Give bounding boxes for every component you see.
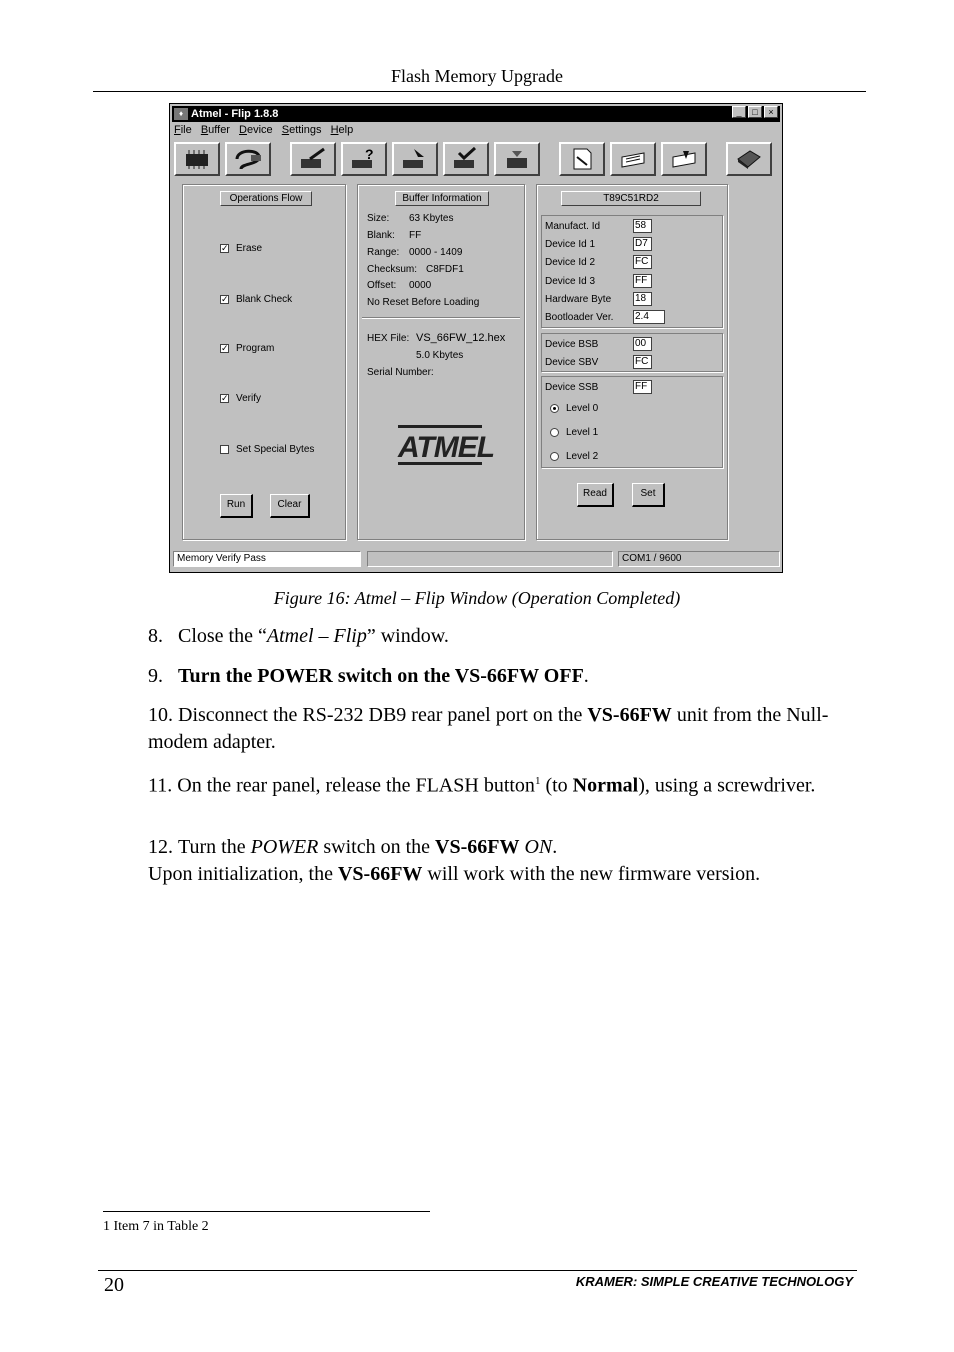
operations-title: Operations Flow	[220, 191, 312, 206]
device-bsb-label: Device BSB	[545, 339, 599, 350]
manufact-id-label: Manufact. Id	[545, 221, 601, 232]
device-title: T89C51RD2	[561, 191, 701, 206]
bootloader-ver-field[interactable]: 2.4	[633, 310, 665, 324]
device-id-1-field[interactable]: D7	[633, 237, 652, 251]
step-9-text-post: .	[583, 665, 589, 687]
step-12-text-post: .	[552, 836, 558, 858]
erase-icon	[298, 147, 328, 171]
step-12-text-pre: Turn the	[178, 836, 251, 858]
toolbar-program-button[interactable]	[392, 142, 438, 176]
figure-caption: Figure 16: Atmel – Flip Window (Operation Completed)	[273, 588, 681, 608]
checksum-label: Checksum:	[367, 264, 418, 275]
step-11-number: 11.	[148, 774, 173, 797]
footer-rule	[98, 1270, 857, 1271]
minimize-button[interactable]: _	[732, 106, 746, 118]
blank-check-icon	[349, 147, 379, 171]
step-11-text-post: ), using a screwdriver.	[638, 774, 816, 797]
level-2-label: Level 2	[566, 451, 599, 462]
toolbar-load-file-button[interactable]	[559, 142, 605, 176]
set-button[interactable]: Set	[632, 483, 665, 507]
load-file-icon	[567, 147, 597, 171]
device-bsb-field[interactable]: 00	[633, 337, 652, 351]
size-label: Size:	[367, 213, 390, 224]
step-8-number: 8.	[148, 625, 163, 647]
offset-value: 0000	[409, 280, 432, 291]
device-id-2-label: Device Id 2	[545, 257, 596, 268]
set-special-bytes-checkbox[interactable]	[220, 445, 229, 454]
buffer-divider	[362, 317, 520, 319]
step-12	[148, 834, 858, 888]
progress-bar	[367, 551, 613, 567]
menu-device[interactable]: Device	[239, 124, 273, 136]
toolbar-communication-button[interactable]	[225, 142, 271, 176]
program-checkbox[interactable]: ✓	[221, 343, 229, 353]
buffer-title: Buffer Information	[395, 191, 489, 206]
step-11-text-mid: (to	[540, 774, 573, 797]
status-message: Memory Verify Pass	[173, 551, 361, 567]
step-12-model: VS-66FW	[435, 836, 520, 858]
level-1-radio[interactable]	[550, 428, 559, 437]
toolbar-edit-buffer-button[interactable]	[661, 142, 707, 176]
toolbar-select-device-button[interactable]	[174, 142, 220, 176]
step-8-window-name: Atmel – Flip	[266, 625, 367, 647]
device-id-2-field[interactable]: FC	[633, 255, 652, 269]
app-icon: ♦	[174, 108, 188, 120]
step-12-number: 12.	[148, 836, 173, 858]
step-12-power: POWER	[250, 836, 319, 858]
step-12-on: ON	[524, 836, 553, 858]
title-bar	[172, 106, 780, 122]
step-10-number: 10.	[148, 704, 173, 726]
maximize-button[interactable]: □	[748, 106, 762, 118]
bsb-sbv-group	[541, 333, 723, 372]
read-button[interactable]: Read	[577, 483, 614, 507]
footer-brand: KRAMER: SIMPLE CREATIVE TECHNOLOGY	[575, 1274, 853, 1289]
close-button[interactable]: ×	[764, 106, 778, 118]
help-book-icon	[734, 147, 764, 171]
level-2-radio[interactable]	[550, 452, 559, 461]
program-label: Program	[236, 343, 275, 354]
blank-label: Blank:	[367, 230, 395, 241]
bootloader-ver-label: Bootloader Ver.	[545, 312, 614, 323]
device-id-3-field[interactable]: FF	[633, 274, 652, 288]
footnote: 1 Item 7 in Table 2	[103, 1219, 209, 1234]
device-sbv-field[interactable]: FC	[633, 355, 652, 369]
program-icon	[400, 147, 430, 171]
device-id-3-label: Device Id 3	[545, 276, 596, 287]
level-0-radio[interactable]	[550, 404, 559, 413]
header-rule	[93, 91, 866, 92]
step-9	[148, 663, 858, 690]
manufact-id-field[interactable]: 58	[633, 219, 652, 233]
step-10-model: VS-66FW	[587, 704, 672, 726]
step-11-text-pre: On the rear panel, release the FLASH button	[177, 774, 535, 797]
hex-file-value: VS_66FW_12.hex	[416, 332, 506, 344]
blank-value: FF	[409, 230, 422, 241]
cable-connect-icon	[233, 147, 263, 171]
operations-panel	[182, 184, 346, 540]
svg-text:?: ?	[365, 147, 374, 162]
step-10-text-pre: Disconnect the RS-232 DB9 rear panel port on the	[178, 704, 588, 726]
step-9-text-bold: Turn the POWER switch on the VS-66FW OFF	[178, 665, 584, 687]
level-1-label: Level 1	[566, 427, 599, 438]
device-ssb-label: Device SSB	[545, 382, 599, 393]
toolbar-help-button[interactable]	[726, 142, 772, 176]
blank-check-label: Blank Check	[236, 294, 293, 305]
blank-check-checkbox[interactable]: ✓	[221, 294, 229, 304]
range-value: 0000 - 1409	[409, 247, 463, 258]
size-value: 63 Kbytes	[409, 213, 454, 224]
range-label: Range:	[367, 247, 400, 258]
toolbar-save-file-button[interactable]	[610, 142, 656, 176]
after-text-post: will work with the new firmware version.	[422, 863, 761, 885]
hex-size-value: 5.0 Kbytes	[416, 350, 464, 361]
reset-note: No Reset Before Loading	[367, 297, 480, 308]
chip-select-icon	[182, 148, 212, 170]
menu-file[interactable]: File	[174, 124, 192, 136]
after-text-pre: Upon initialization, the	[148, 863, 338, 885]
menu-settings[interactable]: Settings	[281, 124, 322, 136]
atmel-logo: ATMEL	[398, 425, 482, 465]
footnote-ref[interactable]: 1	[534, 775, 541, 787]
toolbar-erase-button[interactable]	[290, 142, 336, 176]
level-0-label: Level 0	[566, 403, 599, 414]
verify-checkbox[interactable]: ✓	[221, 393, 229, 403]
step-9-number: 9.	[148, 665, 163, 687]
save-file-icon	[618, 147, 648, 171]
device-sbv-label: Device SBV	[545, 357, 599, 368]
erase-label: Erase	[236, 243, 263, 254]
step-8-text-post: ” window.	[366, 625, 449, 647]
verify-label: Verify	[236, 393, 262, 404]
edit-buffer-icon	[669, 147, 699, 171]
toolbar-blank-check-button[interactable]	[341, 142, 387, 176]
step-11-normal: Normal	[572, 774, 639, 797]
step-10	[148, 702, 858, 756]
status-port: COM1 / 9600	[618, 551, 780, 567]
hardware-byte-field[interactable]: 18	[633, 292, 652, 306]
erase-checkbox[interactable]: ✓	[221, 243, 229, 253]
step-10-text-post: unit from the Null-modem adapter.	[148, 704, 829, 753]
after-model: VS-66FW	[337, 863, 423, 885]
hex-file-label: HEX File:	[367, 333, 410, 344]
device-panel	[536, 184, 728, 540]
device-ids-group	[541, 215, 723, 328]
ssb-group	[541, 376, 723, 468]
offset-label: Offset:	[367, 280, 397, 291]
toolbar-verify-button[interactable]	[443, 142, 489, 176]
run-button[interactable]: Run	[220, 494, 253, 518]
running-header: Flash Memory Upgrade	[391, 66, 563, 86]
page-number: 20	[104, 1274, 124, 1296]
device-id-1-label: Device Id 1	[545, 239, 596, 250]
set-special-bytes-label: Set Special Bytes	[236, 444, 315, 455]
toolbar-run-button[interactable]	[494, 142, 540, 176]
clear-button[interactable]: Clear	[270, 494, 310, 518]
flip-window	[169, 103, 783, 573]
step-11	[148, 768, 858, 800]
step-8	[148, 623, 858, 650]
chip-icon	[502, 147, 532, 171]
checksum-value: C8FDF1	[426, 264, 464, 275]
device-ssb-field[interactable]: FF	[633, 380, 652, 394]
window-title: Atmel - Flip 1.8.8	[191, 108, 279, 120]
hardware-byte-label: Hardware Byte	[545, 294, 612, 305]
buffer-panel	[357, 184, 525, 540]
menu-bar	[174, 124, 359, 138]
menu-help[interactable]: Help	[330, 124, 354, 136]
menu-buffer[interactable]: Buffer	[200, 124, 230, 136]
footnote-rule	[103, 1211, 430, 1212]
verify-icon	[451, 147, 481, 171]
serial-number-label: Serial Number:	[367, 367, 434, 378]
step-8-text-pre: Close the “	[178, 625, 267, 647]
step-12-text-mid: switch on the	[318, 836, 436, 858]
